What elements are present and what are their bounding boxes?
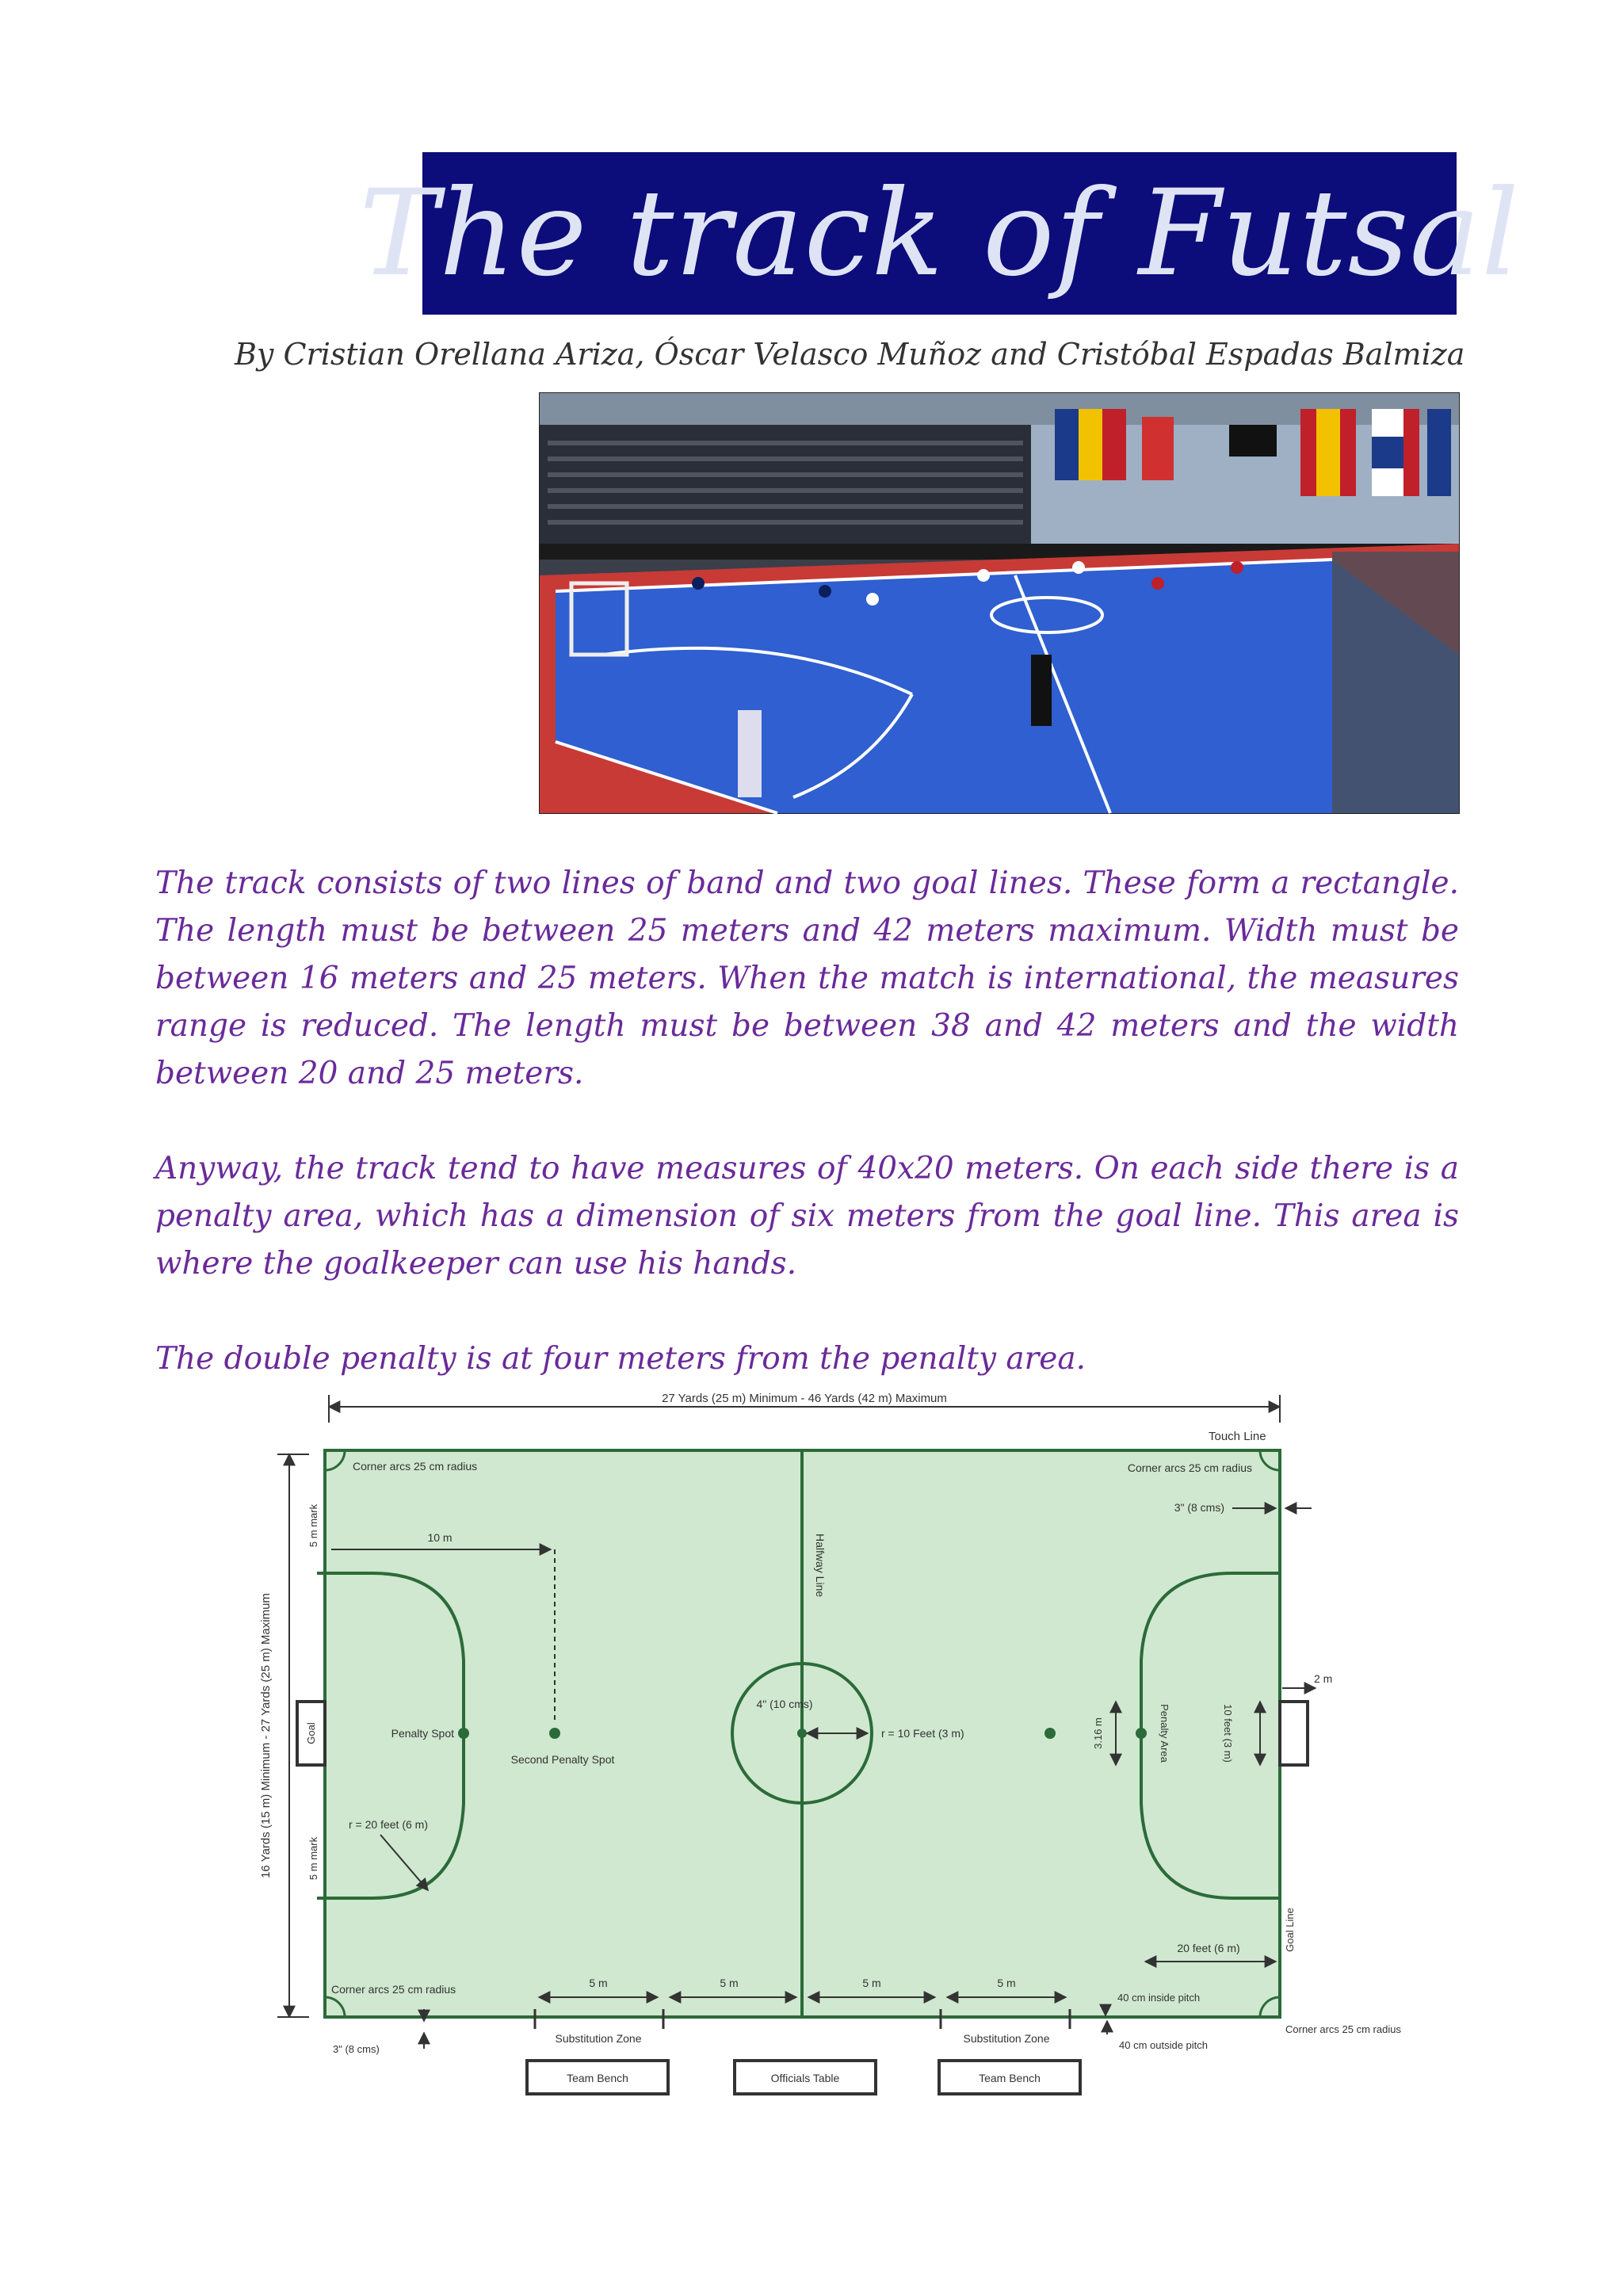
five-m-2: 5 m <box>720 1977 739 1989</box>
futsal-arena-photo <box>539 392 1460 814</box>
five-m-1: 5 m <box>589 1977 608 1989</box>
officials-table-label: Officials Table <box>770 2072 840 2084</box>
page-title: The track of Futsal <box>359 164 1520 303</box>
team-bench-right-label: Team Bench <box>979 2072 1041 2084</box>
paragraph-double-penalty: The double penalty is at four meters from the penalty area. <box>155 1341 1086 1377</box>
r20-label: r = 20 feet (6 m) <box>349 1818 428 1831</box>
three-16-label: 3.16 m <box>1092 1717 1104 1749</box>
corner-arcs-br-label: Corner arcs 25 cm radius <box>1285 2023 1401 2035</box>
five-m-3: 5 m <box>862 1977 881 1989</box>
center-radius-label: r = 10 Feet (3 m) <box>881 1727 964 1740</box>
ten-feet-label: 10 feet (3 m) <box>1222 1704 1234 1763</box>
second-penalty-spot-left <box>549 1728 560 1739</box>
penalty-area-label: Penalty Area <box>1159 1704 1170 1763</box>
five-m-mark-top: 5 m mark <box>307 1503 319 1548</box>
inside-pitch-label: 40 cm inside pitch <box>1117 1992 1201 2004</box>
paragraph-penalty-area: Anyway, the track tend to have measures of 40x20 meters. On each side there is a penalty area, which has a dimension of six meters from the goal line. This area is where the goalkeeper can use his hands. <box>155 1151 1459 1282</box>
authors-line: By Cristian Orellana Ariza, Óscar Velasco Muñoz and Cristóbal Espadas Balmiza <box>235 337 1465 372</box>
touch-line-label: Touch Line <box>1209 1430 1266 1443</box>
width-label: 16 Yards (15 m) Minimum - 27 Yards (25 m) Maximum <box>259 1593 273 1878</box>
twenty-feet-label: 20 feet (6 m) <box>1177 1942 1240 1954</box>
substitution-zone-right: Substitution Zone <box>963 2032 1050 2045</box>
penalty-spot-left <box>458 1728 469 1739</box>
spectator-foreground <box>738 710 762 797</box>
penalty-spot-label: Penalty Spot <box>391 1727 454 1740</box>
second-penalty-spot-label: Second Penalty Spot <box>510 1753 615 1766</box>
three-inch-bl-label: 3" (8 cms) <box>333 2043 380 2055</box>
arena-illustration <box>540 393 1459 813</box>
five-m-4: 5 m <box>997 1977 1016 1989</box>
outside-pitch-label: 40 cm outside pitch <box>1119 2039 1209 2051</box>
center-mark <box>797 1729 807 1738</box>
halfway-line-label: Halfway Line <box>814 1534 827 1598</box>
center-mark-label: 4" (10 cms) <box>756 1698 813 1710</box>
goal-label: Goal <box>305 1722 317 1744</box>
corner-arcs-bl-label: Corner arcs 25 cm radius <box>331 1983 456 1996</box>
two-m-label: 2 m <box>1314 1672 1333 1685</box>
title-banner <box>359 152 1520 315</box>
five-m-mark-bottom: 5 m mark <box>307 1836 319 1881</box>
futsal-pitch-diagram <box>238 1391 1401 2112</box>
ten-m-label: 10 m <box>427 1531 453 1544</box>
goal-line-label: Goal Line <box>1284 1908 1296 1952</box>
corner-arcs-tl-label: Corner arcs 25 cm radius <box>353 1460 478 1473</box>
penalty-spot-right <box>1136 1728 1147 1739</box>
team-bench-left-label: Team Bench <box>567 2072 628 2084</box>
second-penalty-spot-right <box>1044 1728 1056 1739</box>
court-blue-floor <box>556 560 1459 813</box>
paragraph-dimensions: The track consists of two lines of band and two goal lines. These form a rectangle. The length must be between 25 meters and 42 meters maximum. Width must be between 16 meters and 25 meters. When the match is international, the measures range is reduced. The length must be between 38 and 42 meters and the width between 20 and 25 meters. <box>155 865 1459 1091</box>
substitution-zone-left: Substitution Zone <box>555 2032 642 2045</box>
player-foreground <box>1031 655 1052 726</box>
length-label: 27 Yards (25 m) Minimum - 46 Yards (42 m) Maximum <box>662 1392 947 1405</box>
scoreboard <box>1229 425 1277 457</box>
goal-right <box>1280 1702 1308 1765</box>
crowd-stand-right <box>1332 552 1459 813</box>
three-inch-tr-label: 3" (8 cms) <box>1174 1501 1224 1514</box>
corner-arcs-tr-label: Corner arcs 25 cm radius <box>1127 1461 1252 1474</box>
